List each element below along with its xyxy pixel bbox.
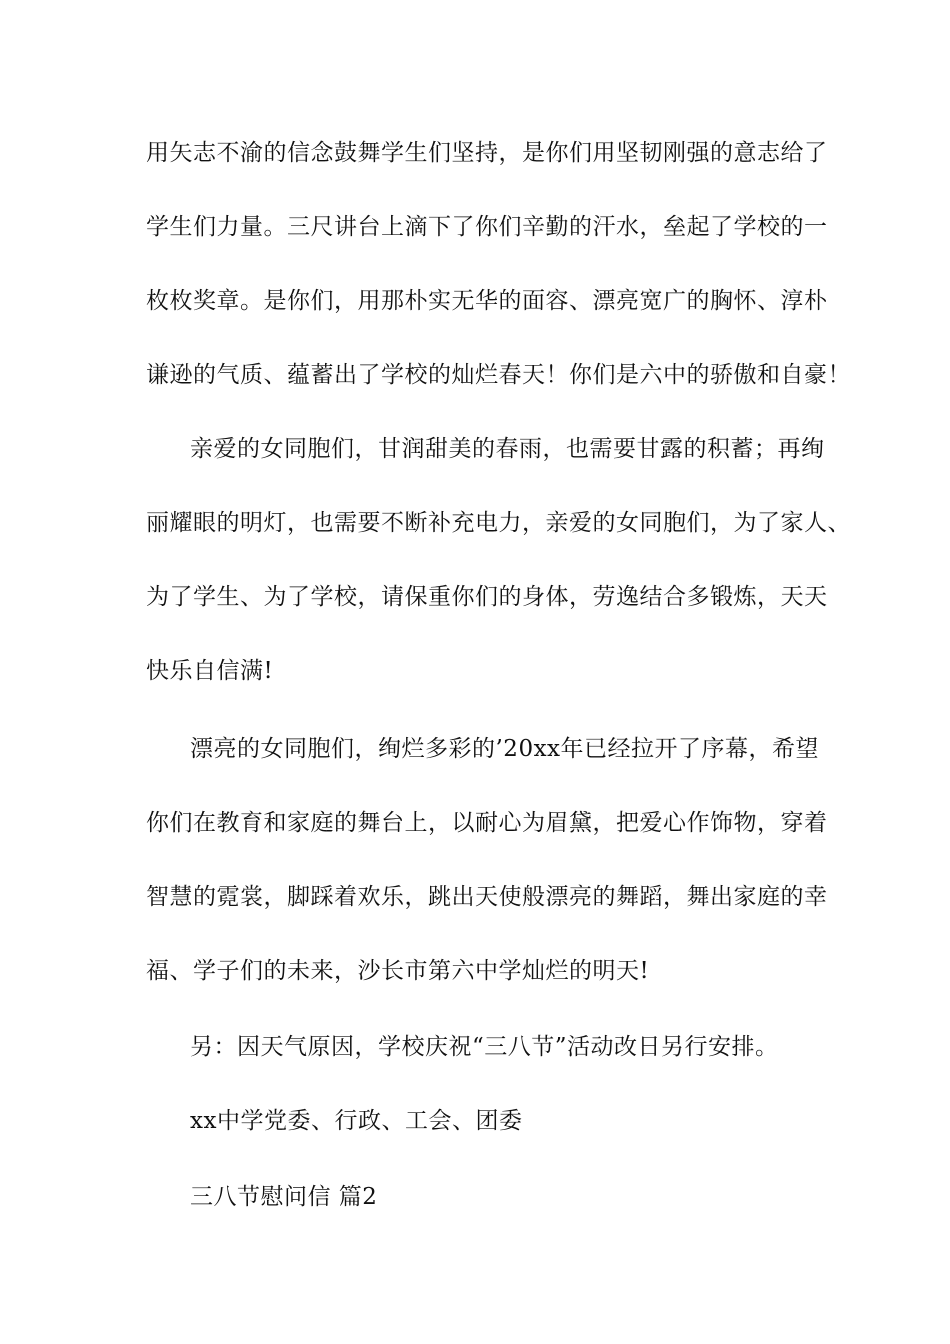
paragraph-line: 枚枚奖章。是你们，用那朴实无华的面容、漂亮宽广的胸怀、淳朴 (146, 288, 828, 314)
paragraph-line: 谦逊的气质、蕴蓄出了学校的灿烂春天！你们是六中的骄傲和自豪！ (146, 362, 851, 388)
section-heading: 三八节慰问信 篇2 (190, 1184, 378, 1210)
paragraph-line: 快乐自信满! (146, 658, 274, 684)
paragraph-line: 智慧的霓裳，脚踩着欢乐，跳出天使般漂亮的舞蹈，舞出家庭的幸 (146, 884, 828, 910)
paragraph-line: 漂亮的女同胞们，绚烂多彩的’20xx年已经拉开了序幕，希望 (190, 736, 820, 762)
signature-line: xx中学党委、行政、工会、团委 (190, 1108, 523, 1134)
note-line: 另：因天气原因，学校庆祝“三八节”活动改日另行安排。 (190, 1034, 779, 1060)
paragraph-line: 用矢志不渝的信念鼓舞学生们坚持，是你们用坚韧刚强的意志给了 (146, 140, 828, 166)
paragraph-line: 亲爱的女同胞们，甘润甜美的春雨，也需要甘露的积蓄；再绚 (190, 436, 825, 462)
paragraph-line: 福、学子们的未来，沙长市第六中学灿烂的明天! (146, 958, 650, 984)
paragraph-line: 丽耀眼的明灯，也需要不断补充电力，亲爱的女同胞们，为了家人、 (146, 510, 851, 536)
paragraph-line: 你们在教育和家庭的舞台上，以耐心为眉黛，把爱心作饰物，穿着 (146, 810, 828, 836)
paragraph-line: 为了学生、为了学校，请保重你们的身体，劳逸结合多锻炼，天天 (146, 584, 828, 610)
paragraph-line: 学生们力量。三尺讲台上滴下了你们辛勤的汗水，垒起了学校的一 (146, 214, 828, 240)
